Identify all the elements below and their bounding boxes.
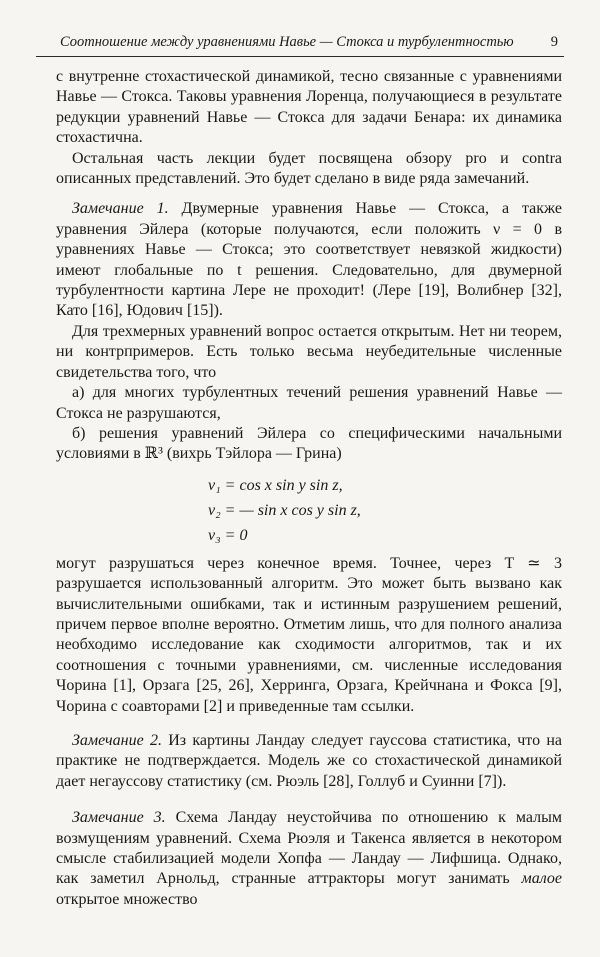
page-body (56, 67, 562, 910)
running-head (36, 34, 564, 57)
paragraph: могут разрушаться через конечное время. Точнее, через T ≃ 3 разрушается использованный алгоритм. Это может быть вызвано как вычислительными ошибками, так и истинным разрушением решений, причем первое вполне вероятно. Отметим лишь, что для полного анализа необходимо исследование как сходимости алгоритмов, так и их соотношения с точными уравнениями, см. численные исследования Чорина [1], Орзага [25, 26], Херринга, Орзага, Крейчнана и Фокса [9], Чорина с соавторами [2] и приведенные там ссылки. (56, 554, 562, 715)
remark-text: Схема Ландау неустойчива по отношению к малым возмущениям уравнений. Схема Рюэля и Такенса является в некотором смысле стабилизацией модели Хопфа — Ландау — Лифшица. Однако, как заметил Арнольд, странные аттракторы могут занимать (56, 809, 562, 888)
remark-1 (56, 199, 562, 321)
remark-3 (56, 808, 562, 910)
list-item: а) для многих турбулентных течений решения уравнений Навье — Стокса не разрушаются, (56, 384, 562, 422)
equation-line: v₃ = 0 (208, 526, 248, 544)
paragraph: Остальная часть лекции будет посвящена обзору pro и contra описанных представлений. Это будет сделано в виде ряда замечаний. (56, 149, 562, 188)
paragraph: с внутренне стохастической динамикой, тесно связанные с уравнениями Навье — Стокса. Таковы уравнения Лоренца, получающиеся в результате редукции уравнений Навье — Стокса для задачи Бенара: их динамика стохастична. (56, 68, 562, 147)
page-number: 9 (550, 34, 558, 50)
remark-text: Из картины Ландау следует гауссова статистика, что на практике не подтверждается. Модель же со стохастической динамикой дает негауссову статистику (см. Рюэль [28], Голлуб и Суинни [7]). (56, 731, 563, 790)
remark-text: открытое множество (56, 890, 198, 908)
remark-2 (56, 731, 562, 792)
equation-block (208, 473, 562, 548)
paragraph: Для трехмерных уравнений вопрос остается открытым. Нет ни теорем, ни контрпримеров. Есть только весьма неубедительные численные свидетельства того, что (56, 322, 562, 381)
remark-label: Замечание 3. (72, 809, 166, 827)
emphasis-text: малое (521, 870, 562, 888)
list-item: б) решения уравнений Эйлера со специфическими начальными условиями в ℝ³ (вихрь Тэйлора — Грина) (56, 424, 562, 463)
equation-line: v₂ = — sin x cos y sin z, (208, 501, 361, 519)
remark-text: Двумерные уравнения Навье — Стокса, а также уравнения Эйлера (которые получаются, если положить ν = 0 в уравнениях Навье — Стокса; это соответствует невязкой жидкости) имеют глобальные по t решения. Следовательно, для двумерной турбулентности картина Лере не проходит! (Лере [19], Волибнер [32], Като [16], Юдович [15]). (56, 200, 562, 320)
equation-line: v₁ = cos x sin y sin z, (208, 476, 343, 494)
running-title: Соотношение между уравнениями Навье — Стокса и турбулентностью (60, 34, 514, 50)
remark-label: Замечание 1. (72, 200, 169, 218)
remark-label: Замечание 2. (72, 731, 162, 749)
